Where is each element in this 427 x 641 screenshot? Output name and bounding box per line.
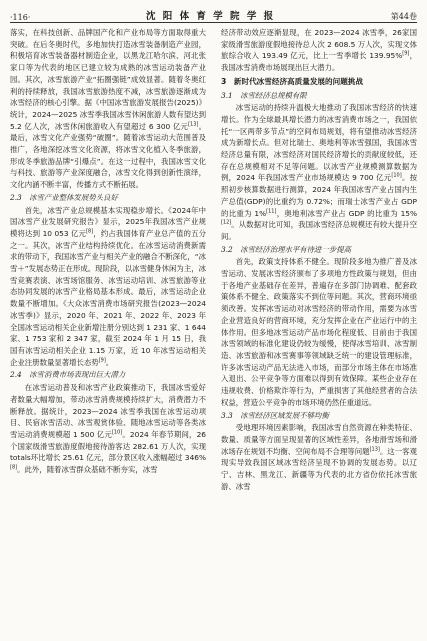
paragraph: 落实，在科技创新、品牌国产化和产业布局等方面取得重大突破。在后冬奥时代，多地加快打造冰雪装备制造产业园，积极培育冰雪装备器材制造企业，以黑龙江哈尔滨、河北张家口等为代表的地区已建立较为成熟的冰雪运动装备产业园。其次，冰雪旅游产业“拓圈强链”成效显著。随着冬奥红利的持续释放，我国冰雪旅游热度不减，冰雪旅游逐渐成为冰雪经济的核心引擎。据《中国冰雪旅游发展报告(2025)》统计，2024—2025 冰雪季我国冰雪休闲旅游人数有望达到 5.2 亿人次，冰雪休闲旅游收入有望超过 6 300 亿元[13]。最后，冰雪文化产业强势“破圈”。随着冰雪运动大范围普及推广，各地深挖冰雪文化资源，将冰雪文化植入冬季旅游，形成冬季旅游品牌“引爆点”。在这一过程中，我国冰雪文化与科技、旅游等产业深度融合，冰雪文化得到创新性演绎，文化内涵不断丰富，传播方式不断拓展。 xyxy=(10,28,206,190)
citation: [12] xyxy=(221,219,232,226)
citation: [9] xyxy=(402,50,410,57)
paragraph: 受地理环境因素影响，我国冰雪自然资源在种类特征、数量、质量等方面呈现显著的区域性差异，各地滑雪场和滑冰场存在规划不均衡、空间布局不合理等问题[13]。这一客观现实导致我国区域冰雪经济呈现不协调的发展态势。以辽宁、吉林、黑龙江、新疆等为代表的北方省份依托冰雪旅游、冰雪 xyxy=(221,423,417,491)
paragraph: 冰雪运动的持续升温极大地推动了我国冰雪经济的快速增长。作为全球最具增长潜力的冰雪消费市场之一，我国依托“一区两带多节点”的空间布局规划，将有望推动冰雪经济成为新增长点。但对比瑞士、奥地利等冰雪强国，我国冰雪经济总量有限，冰雪经济对国民经济增长的贡献度较低，还存在总规模相对不足等问题。以冰雪产业规模测算数据为例，2024 年我国冰雪产业市场规模达 9 700 亿元[10]。按照初步核算数据进行测算，2024 年我国冰雪产业占国内生产总值(GDP)的比重约为 0.72%；而瑞士冰雪产业占 GDP 的比重为 1%[11]，奥地利冰雪产业占 GDP 的比重为 15%[12]。从数据对比可知，我国冰雪经济总规模还有较大提升空间。 xyxy=(221,103,417,241)
body-columns xyxy=(10,27,417,492)
section-heading-3-3: 3.3 冰雪经济区域发展不够均衡 xyxy=(221,410,329,420)
citation: [13] xyxy=(369,446,380,453)
running-header xyxy=(10,6,417,23)
journal-title: 沈 阳 体 育 学 院 学 报 xyxy=(146,11,276,22)
citation: [8] xyxy=(86,228,94,235)
right-column xyxy=(221,27,417,492)
citation: [9] xyxy=(98,357,106,364)
citation: [10] xyxy=(391,172,402,179)
citation: [8] xyxy=(10,464,18,471)
section-heading-3-2: 3.2 冰雪经济治理水平有待进一步提高 xyxy=(221,244,352,254)
left-column xyxy=(10,27,206,492)
paragraph: 经济带动效应逐渐显现，在 2023—2024 冰雪季，26家国家级滑雪旅游度假地接待总人次 2 608.5 万人次，实现文体旅综合收入 193.49 亿元，比上一雪季增长 139.95%[9]，我国冰雪消费市场展现出巨大潜力。 xyxy=(221,28,417,73)
volume-number: 第44卷 xyxy=(390,12,417,21)
paragraph: 首先，冰雪产业总规模基本实现稳步增长。《2024年中国冰雪产业发展研究报告》显示，2025年我国冰雪产业规模将达到 10 053 亿元[8]，约占我国体育产业总产值的五分之一。其次，冰雪产业结构持续优化。在冰雪运动消费新需求的带动下，我国冰雪产业与相关产业的融合不断深化，“冰雪＋”发展态势正在形成。现阶段，以冰雪健身休闲为主，冰雪竞赛表演、冰雪场馆服务、冰雪运动培训、冰雪旅游等业态协同发展的冰雪产业格局基本形成。最后，冰雪运动企业数量不断增加。《大众冰雪消费市场研究报告(2023—2024 冰雪季)》显示，2020 年、2021 年、2022 年、2023 年全国冰雪运动相关企业新增注册分别达到 1 231 家、1 644 家、1 753 家和 2 347 家，截至 2024 年 1 月 15 日，我国有冰雪运动相关企业 1.15 万家，近 10 年冰雪运动相关企业注册数量显著增长态势[9]。 xyxy=(10,205,206,367)
section-heading-3-1: 3.1 冰雪经济总规模有限 xyxy=(221,90,307,100)
citation: [13] xyxy=(188,121,199,128)
citation: [10] xyxy=(111,429,123,436)
paragraph: 在冰雪运动普及和冰雪产业政策推动下，我国冰雪爱好者数量大幅增加，带动冰雪消费规模持续扩大，消费潜力不断释放。据统计，2023—2024 冰雪季我国在冰雪运动项目、民宿冰雪活动、冰雪观赏体验、随地冰雪运动等各类冰雪运动消费规模超 1 500 亿元[10]。2024 年春节期间，26 个国家级滑雪旅游度假地接待游客达 282.61 万人次，实现totals环比增长 25.61 亿元，部分景区收入涨幅超过 346%[8]。此外，随着冰雪群众基础不断夯实，冰雪 xyxy=(10,383,206,475)
citation: [11] xyxy=(266,208,277,215)
section-heading-3: 3 新时代冰雪经济高质量发展的问题挑战 xyxy=(221,76,363,86)
paragraph: 首先，政策支持体系不健全。现阶段多地为推广普及冰雪运动、发展冰雪经济颁布了多项地方性政策与规划，但由于各地产业基础存在差异，普遍存在多部门协调难、配套政策体系不健全、政策落实不到位等问题。其次，营商环境亟须改善。发挥冰雪运动对冰雪经济的带动作用，需要为冰雪企业营造良好的营商环境，充分发挥企业在产业运行中的主体作用。但多地冰雪运动产品市场化程度低、目前由于我国冰雪领域的标准化建设仍较为缓慢，使得冰雪培训、冰雪制造、冰雪旅游和冰雪赛事等领域缺乏统一的建设管理标准，许多冰雪运动产品无法进入市场，而部分市场主体在市场准入退出、公平竞争等方面难以得到有效保障。某些企业存在违规收费、价格欺诈等行为，严重损害了其他经营者的合法权益，营造公平竞争的市场环境仍然任重道远。 xyxy=(221,257,417,407)
section-heading-2-3: 2.3 冰雪产业整体发展势头良好 xyxy=(10,192,118,202)
section-heading-2-4: 2.4 冰雪消费市场表现出巨大潜力 xyxy=(10,370,126,380)
page-number: ·116· xyxy=(10,13,31,22)
